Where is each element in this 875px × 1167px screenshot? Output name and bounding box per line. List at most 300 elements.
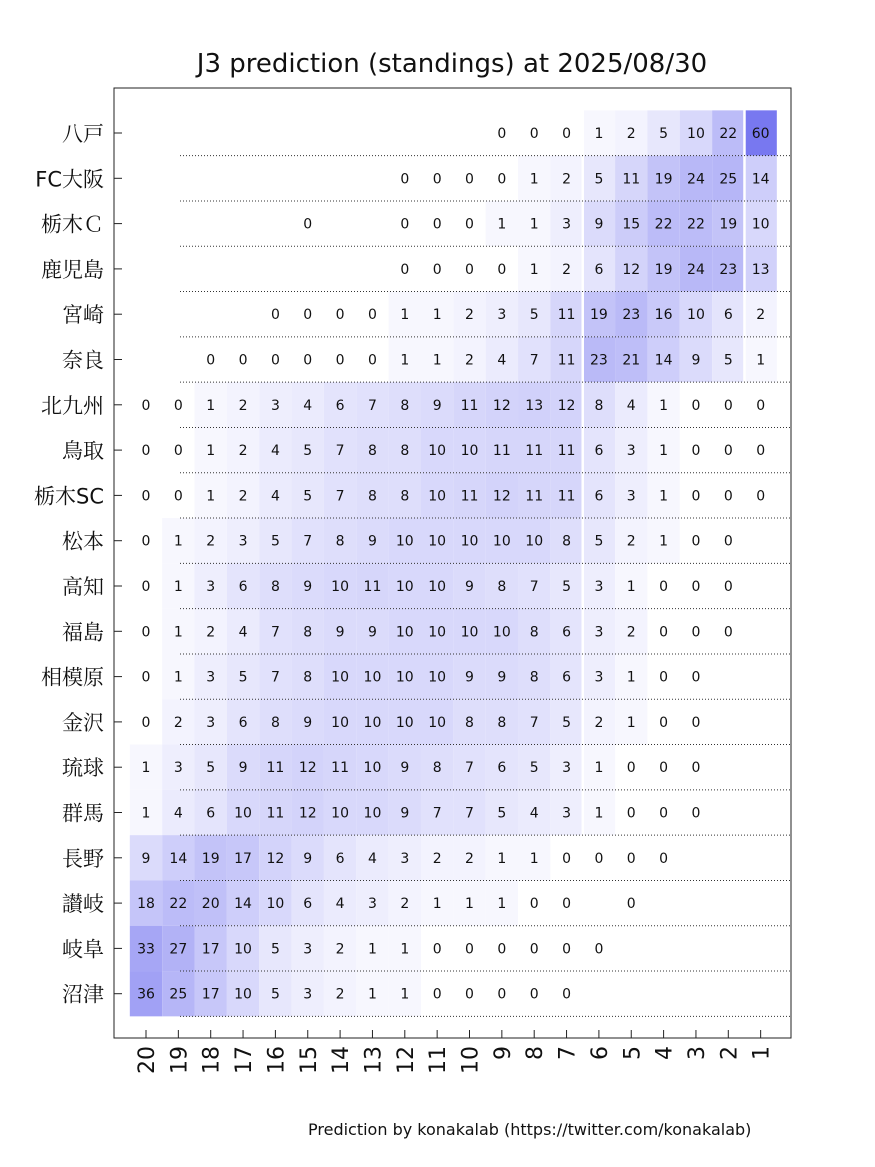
cell-value: 3 xyxy=(206,669,216,686)
cell-value: 10 xyxy=(331,805,350,822)
cell-value: 0 xyxy=(723,624,733,641)
cell-value: 0 xyxy=(432,986,442,1003)
cell-value: 0 xyxy=(594,850,604,867)
cell-value: 0 xyxy=(691,533,701,550)
cell-value: 1 xyxy=(367,986,377,1003)
cell-value: 7 xyxy=(529,352,539,369)
team-label: 栃木Ｃ xyxy=(41,212,104,237)
cell-value: 1 xyxy=(141,760,151,777)
cell-value: 1 xyxy=(594,126,604,142)
cell-value: 0 xyxy=(141,624,151,641)
cell-value: 12 xyxy=(492,488,511,505)
cell-value: 10 xyxy=(363,669,382,686)
cell-value: 4 xyxy=(238,624,248,641)
position-label: 1 xyxy=(749,1046,775,1060)
cell-value: 24 xyxy=(687,261,705,278)
chart-title: J3 prediction (standings) at 2025/08/30 xyxy=(196,49,708,79)
cell-value: 2 xyxy=(756,307,766,324)
cell-value: 5 xyxy=(529,760,539,777)
team-label: 北九州 xyxy=(41,393,104,418)
position-label: 17 xyxy=(232,1046,258,1074)
cell-value: 0 xyxy=(497,126,507,142)
cell-value: 14 xyxy=(234,896,252,913)
cell-value: 8 xyxy=(270,579,280,595)
cell-value: 10 xyxy=(492,624,511,641)
cell-value: 11 xyxy=(460,397,479,414)
cell-value: 10 xyxy=(363,760,382,777)
cell-value: 1 xyxy=(529,850,539,867)
cell-value: 3 xyxy=(367,896,377,913)
cell-value: 11 xyxy=(363,579,382,595)
cell-value: 5 xyxy=(562,714,572,731)
cell-value: 25 xyxy=(719,171,738,188)
position-label: 4 xyxy=(652,1046,678,1060)
cell-value: 2 xyxy=(562,261,572,278)
cell-value: 6 xyxy=(206,805,216,822)
cell-value: 5 xyxy=(206,760,216,777)
cell-value: 1 xyxy=(659,397,669,414)
cell-value: 9 xyxy=(432,397,442,414)
cell-value: 0 xyxy=(303,352,313,369)
cell-value: 8 xyxy=(400,443,410,460)
cell-value: 1 xyxy=(173,669,183,686)
position-label: 8 xyxy=(523,1046,549,1060)
cell-value: 3 xyxy=(173,760,183,777)
cell-value: 5 xyxy=(562,579,572,595)
cell-value: 1 xyxy=(400,941,410,958)
cell-value: 11 xyxy=(557,352,576,369)
cell-value: 10 xyxy=(428,443,447,460)
cell-value: 1 xyxy=(206,397,216,414)
cell-value: 14 xyxy=(654,352,673,369)
cell-value: 11 xyxy=(460,488,479,505)
cell-value: 11 xyxy=(557,307,576,324)
cell-value: 19 xyxy=(654,171,673,188)
cell-value: 17 xyxy=(201,941,220,958)
cell-value: 0 xyxy=(529,896,539,913)
cell-value: 9 xyxy=(335,624,345,641)
position-label: 13 xyxy=(361,1046,387,1074)
cell-value: 5 xyxy=(529,307,539,324)
cell-value: 2 xyxy=(465,352,474,369)
cell-value: 9 xyxy=(691,352,701,369)
cell-value: 33 xyxy=(137,941,155,958)
cell-value: 9 xyxy=(141,850,151,867)
cell-value: 9 xyxy=(594,216,604,233)
cell-value: 9 xyxy=(303,850,313,867)
cell-value: 4 xyxy=(335,896,345,913)
cell-value: 8 xyxy=(432,760,442,777)
cell-value: 0 xyxy=(432,941,442,958)
cell-value: 27 xyxy=(169,941,188,958)
cell-value: 4 xyxy=(270,443,280,460)
cell-value: 9 xyxy=(465,579,474,595)
position-label: 19 xyxy=(167,1046,193,1074)
cell-value: 0 xyxy=(335,352,345,369)
position-label: 5 xyxy=(620,1046,646,1060)
cell-value: 2 xyxy=(400,896,410,913)
cell-value: 1 xyxy=(206,488,216,505)
cell-value: 3 xyxy=(206,579,216,595)
cell-value: 10 xyxy=(234,805,252,822)
cell-value: 8 xyxy=(367,443,377,460)
cell-value: 0 xyxy=(562,941,572,958)
cell-value: 23 xyxy=(719,261,738,278)
cell-value: 2 xyxy=(335,986,345,1003)
cell-value: 0 xyxy=(432,171,442,188)
cell-value: 0 xyxy=(562,986,572,1003)
cell-value: 2 xyxy=(206,624,216,641)
cell-value: 10 xyxy=(428,533,447,550)
cell-value: 6 xyxy=(238,714,248,731)
cell-value: 3 xyxy=(562,216,572,233)
cell-value: 12 xyxy=(298,805,317,822)
cell-value: 1 xyxy=(626,669,636,686)
cell-value: 8 xyxy=(270,714,280,731)
cell-value: 9 xyxy=(367,624,377,641)
cell-value: 12 xyxy=(622,261,641,278)
cell-value: 0 xyxy=(659,714,669,731)
cell-value: 4 xyxy=(497,352,507,369)
team-label: 奈良 xyxy=(62,348,104,373)
cell-value: 10 xyxy=(395,579,414,595)
cell-value: 22 xyxy=(654,216,673,233)
position-label: 9 xyxy=(490,1046,516,1060)
cell-value: 36 xyxy=(137,986,155,1003)
cell-value: 0 xyxy=(400,216,410,233)
cell-value: 8 xyxy=(529,669,539,686)
team-label: 金沢 xyxy=(62,710,104,735)
cell-value: 9 xyxy=(400,805,410,822)
cell-value: 0 xyxy=(465,261,474,278)
cell-value: 11 xyxy=(557,443,576,460)
cell-value: 10 xyxy=(751,216,770,233)
cell-value: 0 xyxy=(465,986,474,1003)
cell-value: 60 xyxy=(751,126,770,142)
cell-value: 6 xyxy=(562,669,572,686)
cell-value: 0 xyxy=(691,397,701,414)
cell-value: 1 xyxy=(529,216,539,233)
cell-value: 1 xyxy=(497,850,507,867)
cell-value: 1 xyxy=(529,261,539,278)
cell-value: 3 xyxy=(594,669,604,686)
team-label: 宮崎 xyxy=(62,303,104,328)
cell-value: 0 xyxy=(303,307,313,324)
cell-value: 6 xyxy=(335,850,345,867)
cell-value: 22 xyxy=(169,896,188,913)
cell-value: 2 xyxy=(626,126,636,142)
cell-value: 15 xyxy=(622,216,641,233)
cell-value: 6 xyxy=(497,760,507,777)
cell-value: 1 xyxy=(465,896,474,913)
cell-value: 10 xyxy=(234,941,252,958)
cell-value: 6 xyxy=(238,579,248,595)
cell-value: 0 xyxy=(562,850,572,867)
cell-value: 1 xyxy=(497,896,507,913)
cell-value: 3 xyxy=(303,941,313,958)
position-label: 7 xyxy=(555,1046,581,1060)
cell-value: 10 xyxy=(460,443,479,460)
cell-value: 3 xyxy=(303,986,313,1003)
cell-value: 3 xyxy=(562,805,572,822)
cell-value: 3 xyxy=(626,443,636,460)
team-label: 鳥取 xyxy=(62,439,104,464)
cell-value: 11 xyxy=(557,488,576,505)
cell-value: 25 xyxy=(169,986,188,1003)
cell-value: 10 xyxy=(234,986,252,1003)
cell-value: 6 xyxy=(594,443,604,460)
cell-value: 1 xyxy=(400,986,410,1003)
team-label: 長野 xyxy=(62,846,104,871)
cell-value: 9 xyxy=(303,714,313,731)
cell-value: 8 xyxy=(465,714,474,731)
cell-value: 2 xyxy=(206,533,216,550)
cell-value: 0 xyxy=(529,941,539,958)
cell-value: 0 xyxy=(141,579,151,595)
cell-value: 3 xyxy=(238,533,248,550)
cell-value: 10 xyxy=(395,669,414,686)
cell-value: 0 xyxy=(723,443,733,460)
cell-value: 5 xyxy=(238,669,248,686)
cell-value: 1 xyxy=(659,533,669,550)
position-label: 16 xyxy=(264,1046,290,1074)
position-label: 3 xyxy=(684,1046,710,1060)
cell-value: 8 xyxy=(400,397,410,414)
cell-value: 5 xyxy=(659,126,669,142)
cell-value: 0 xyxy=(497,941,507,958)
cell-value: 0 xyxy=(691,760,701,777)
cell-value: 10 xyxy=(331,579,350,595)
cell-value: 7 xyxy=(432,805,442,822)
cell-value: 6 xyxy=(723,307,733,324)
cell-value: 7 xyxy=(529,579,539,595)
cell-value: 0 xyxy=(141,533,151,550)
cell-value: 1 xyxy=(173,533,183,550)
cell-value: 6 xyxy=(594,488,604,505)
cell-value: 10 xyxy=(363,805,382,822)
team-labels xyxy=(34,122,122,1007)
cell-value: 10 xyxy=(687,307,705,324)
cell-value: 10 xyxy=(363,714,382,731)
cell-value: 19 xyxy=(589,307,608,324)
cell-value: 5 xyxy=(497,805,507,822)
cell-value: 1 xyxy=(594,760,604,777)
cell-value: 14 xyxy=(169,850,188,867)
cell-value: 0 xyxy=(400,171,410,188)
cell-value: 0 xyxy=(659,760,669,777)
team-label: 鹿児島 xyxy=(41,257,104,282)
cell-value: 2 xyxy=(626,624,636,641)
cell-value: 5 xyxy=(303,488,313,505)
cell-value: 1 xyxy=(173,579,183,595)
cell-value: 2 xyxy=(173,714,183,731)
position-label: 20 xyxy=(135,1046,160,1074)
cell-value: 20 xyxy=(201,896,220,913)
cell-value: 24 xyxy=(687,171,705,188)
position-labels xyxy=(135,1030,775,1074)
cell-value: 10 xyxy=(428,579,447,595)
cell-value: 0 xyxy=(723,579,733,595)
cell-value: 0 xyxy=(659,805,669,822)
team-label: 琉球 xyxy=(62,756,104,781)
cell-value: 1 xyxy=(432,896,442,913)
cell-value: 21 xyxy=(622,352,641,369)
cell-value: 2 xyxy=(626,533,636,550)
cell-value: 8 xyxy=(303,669,313,686)
cell-value: 7 xyxy=(303,533,313,550)
cell-value: 1 xyxy=(367,941,377,958)
position-label: 6 xyxy=(587,1046,613,1060)
cell-value: 10 xyxy=(266,896,285,913)
cell-value: 0 xyxy=(562,896,572,913)
position-label: 11 xyxy=(426,1046,452,1074)
cell-value: 10 xyxy=(331,714,350,731)
cell-value: 11 xyxy=(266,805,285,822)
cell-value: 12 xyxy=(557,397,576,414)
cell-value: 0 xyxy=(497,261,507,278)
cell-value: 11 xyxy=(525,488,544,505)
team-label: 福島 xyxy=(62,620,104,645)
cell-value: 9 xyxy=(497,669,507,686)
cell-value: 0 xyxy=(626,896,636,913)
cell-value: 0 xyxy=(270,352,280,369)
cell-value: 5 xyxy=(303,443,313,460)
cell-value: 0 xyxy=(367,307,377,324)
cell-value: 0 xyxy=(691,805,701,822)
cell-value: 0 xyxy=(173,443,183,460)
cell-value: 4 xyxy=(626,397,636,414)
cell-value: 0 xyxy=(723,488,733,505)
cell-value: 0 xyxy=(335,307,345,324)
cell-value: 6 xyxy=(594,261,604,278)
cell-value: 10 xyxy=(687,126,705,142)
cell-value: 9 xyxy=(238,760,248,777)
cell-value: 0 xyxy=(141,397,151,414)
cell-value: 1 xyxy=(173,624,183,641)
cell-value: 10 xyxy=(460,533,479,550)
cell-value: 11 xyxy=(622,171,641,188)
cell-value: 7 xyxy=(465,805,474,822)
cell-value: 1 xyxy=(400,352,410,369)
cell-value: 8 xyxy=(497,579,507,595)
cell-value: 0 xyxy=(141,669,151,686)
cell-value: 0 xyxy=(141,443,151,460)
cell-value: 2 xyxy=(432,850,442,867)
cell-value: 0 xyxy=(141,488,151,505)
cell-value: 10 xyxy=(395,533,414,550)
cell-value: 8 xyxy=(335,533,345,550)
cell-value: 0 xyxy=(691,714,701,731)
team-label: 八戸 xyxy=(62,122,104,146)
cell-value: 4 xyxy=(173,805,183,822)
cell-value: 8 xyxy=(303,624,313,641)
cell-value: 0 xyxy=(529,986,539,1003)
cell-value: 19 xyxy=(201,850,220,867)
cell-value: 18 xyxy=(137,896,155,913)
cell-value: 0 xyxy=(691,669,701,686)
cell-value: 2 xyxy=(238,397,248,414)
cell-value: 3 xyxy=(497,307,507,324)
cell-value: 8 xyxy=(594,397,604,414)
position-label: 12 xyxy=(393,1046,419,1074)
cell-value: 11 xyxy=(492,443,511,460)
cell-value: 0 xyxy=(465,216,474,233)
cell-value: 0 xyxy=(691,443,701,460)
cell-value: 3 xyxy=(206,714,216,731)
cell-value: 17 xyxy=(201,986,220,1003)
cell-value: 0 xyxy=(303,216,313,233)
cell-value: 10 xyxy=(331,669,350,686)
team-label: FC大阪 xyxy=(35,167,104,192)
cell-value: 10 xyxy=(395,624,414,641)
cell-value: 5 xyxy=(270,533,280,550)
cell-value: 10 xyxy=(395,714,414,731)
cell-value: 14 xyxy=(751,171,770,188)
cell-value: 5 xyxy=(594,533,604,550)
cell-value: 12 xyxy=(266,850,285,867)
cell-value: 3 xyxy=(400,850,410,867)
cell-value: 11 xyxy=(266,760,285,777)
cell-value: 7 xyxy=(465,760,474,777)
cell-value: 9 xyxy=(465,669,474,686)
cell-value: 0 xyxy=(756,443,766,460)
credit-text: Prediction by konakalab (https://twitter.com/konakalab) xyxy=(308,1120,752,1139)
cell-value: 0 xyxy=(238,352,248,369)
team-label: 高知 xyxy=(62,575,104,599)
cell-value: 10 xyxy=(428,624,447,641)
cell-value: 3 xyxy=(626,488,636,505)
cell-value: 8 xyxy=(367,488,377,505)
cell-value: 17 xyxy=(234,850,252,867)
cell-value: 5 xyxy=(270,986,280,1003)
cell-value: 0 xyxy=(206,352,216,369)
cell-value: 0 xyxy=(626,850,636,867)
cell-value: 10 xyxy=(525,533,544,550)
cell-value: 1 xyxy=(626,714,636,731)
cell-value: 0 xyxy=(626,805,636,822)
cell-value: 0 xyxy=(659,624,669,641)
cell-value: 6 xyxy=(335,397,345,414)
cell-value: 7 xyxy=(270,669,280,686)
cell-value: 0 xyxy=(367,352,377,369)
cell-value: 19 xyxy=(654,261,673,278)
cell-value: 7 xyxy=(335,488,345,505)
cell-value: 4 xyxy=(367,850,377,867)
cell-value: 8 xyxy=(400,488,410,505)
cell-value: 7 xyxy=(335,443,345,460)
position-label: 10 xyxy=(458,1046,484,1074)
cell-value: 0 xyxy=(270,307,280,324)
cell-value: 1 xyxy=(206,443,216,460)
cell-value: 5 xyxy=(723,352,733,369)
cell-value: 16 xyxy=(654,307,673,324)
cell-value: 4 xyxy=(270,488,280,505)
cell-value: 8 xyxy=(562,533,572,550)
cell-value: 10 xyxy=(492,533,511,550)
cell-value: 0 xyxy=(465,171,474,188)
cell-value: 0 xyxy=(659,669,669,686)
cell-value: 0 xyxy=(432,261,442,278)
cell-value: 0 xyxy=(173,488,183,505)
team-label: 栃木SC xyxy=(34,484,104,509)
cell-value: 3 xyxy=(594,579,604,595)
cell-value: 3 xyxy=(270,397,280,414)
cell-value: 7 xyxy=(367,397,377,414)
cell-value: 0 xyxy=(594,941,604,958)
cell-value: 4 xyxy=(529,805,539,822)
position-label: 18 xyxy=(199,1046,225,1074)
cell-value: 0 xyxy=(173,397,183,414)
